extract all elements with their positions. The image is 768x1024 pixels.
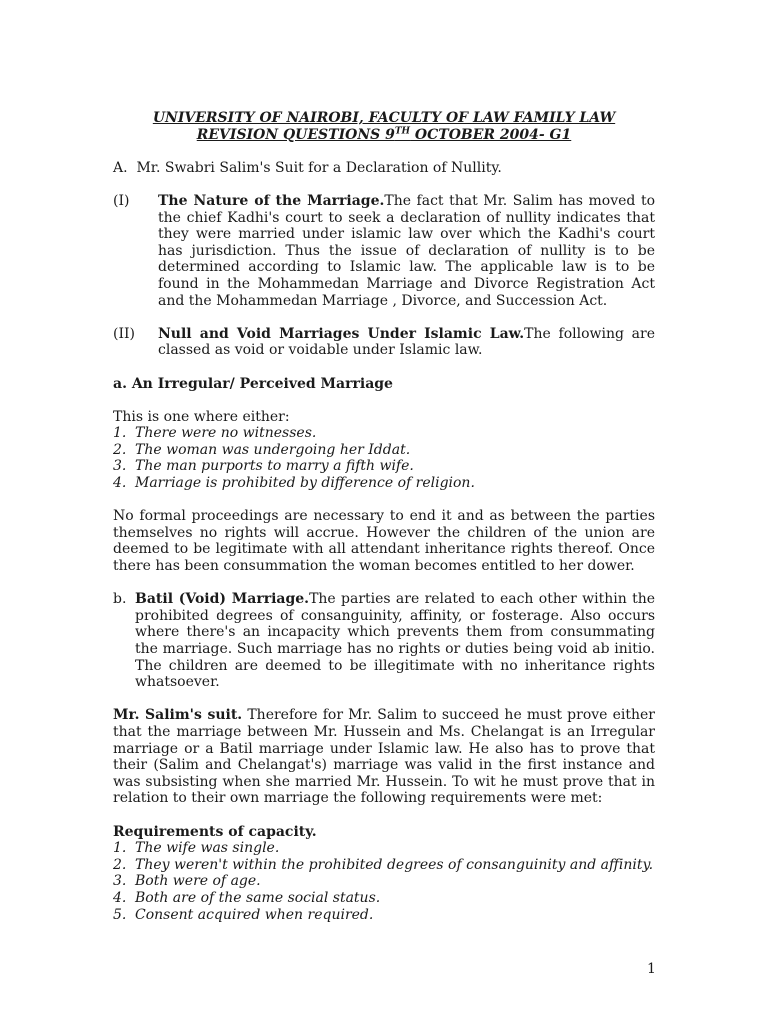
list-item-text: There were no witnesses. <box>135 425 317 442</box>
list-item-text: The wife was single. <box>135 840 280 857</box>
document-title-line-2 <box>113 127 655 144</box>
list-item-number: 1. <box>113 425 127 442</box>
title-ordinal-suffix: TH <box>394 125 411 136</box>
list-item <box>113 425 655 442</box>
list-item-number: 2. <box>113 856 127 873</box>
list-item <box>113 458 655 475</box>
section-ii-heading: Null and Void Marriages Under Islamic Law. <box>158 325 525 342</box>
list-item-number: 4. <box>113 889 127 906</box>
batil-heading: Batil (Void) Marriage. <box>135 591 310 608</box>
list-item <box>113 442 655 459</box>
list-item-number: 4. <box>113 475 127 492</box>
list-item-number: 3. <box>113 458 127 475</box>
section-a-heading <box>113 160 655 177</box>
section-a-text: Mr. Swabri Salim's Suit for a Declaration of Nullity. <box>136 159 502 176</box>
list-item <box>113 873 655 890</box>
capacity-requirements-heading: Requirements of capacity. <box>113 823 317 840</box>
list-item-text: The man purports to marry a fifth wife. <box>135 458 414 475</box>
list-item <box>113 890 655 907</box>
section-i-paragraph <box>113 193 655 309</box>
title-line-2-date: OCTOBER 2004- G1 <box>410 126 572 143</box>
salims-suit-text: Therefore for Mr. Salim to succeed he must prove either that the marriage between Mr. Hussein and Ms. Chelangat is an Irregular marriage or a Batil marriage under Islamic law. He also has to prove that their (Salim and Chelangat's) marriage was valid in the first instance and was subsisting when she married Mr. Hussein. To wit he must prove that in relation to their own marriage the following requirements were met: <box>113 707 655 807</box>
title-line-1-text: UNIVERSITY OF NAIROBI, FACULTY OF LAW FAMILY LAW <box>152 110 616 126</box>
list-item-text: Consent acquired when required. <box>135 906 374 923</box>
salims-suit-heading: Mr. Salim's suit. <box>113 707 243 724</box>
list-item-text: Marriage is prohibited by difference of religion. <box>135 475 475 492</box>
section-a-marker: A. <box>113 159 128 176</box>
list-item-text: The woman was undergoing her Iddat. <box>135 441 411 458</box>
list-item-number: 2. <box>113 441 127 458</box>
irregular-marriage-consequences: No formal proceedings are necessary to end it and as between the parties themselves no rights will accrue. However the children of the union are deemed to be legitimate with all attendant inheritance rights thereof. Once there has been consummation the woman becomes entitled to her dower. <box>113 508 655 575</box>
title-line-2-text: REVISION QUESTIONS 9 <box>196 126 395 143</box>
salims-suit-paragraph <box>113 707 655 807</box>
irregular-marriage-intro: This is one where either: <box>113 408 290 425</box>
page-number: 1 <box>647 961 656 977</box>
document-page <box>113 110 655 923</box>
list-item <box>113 907 655 924</box>
list-item <box>113 857 655 874</box>
batil-marriage-paragraph <box>113 591 655 691</box>
section-i-text: The fact that Mr. Salim has moved to the chief Kadhi's court to seek a declaration of nullity indicates that they were married under islamic law over which the Kadhi's court has jurisdiction. Thus the issue of declaration of nullity is to be determined according to Islamic law. The applicable law is to be found in the Mohammedan Marriage and Divorce Registration Act and the Mohammedan Marriage , Divorce, and Succession Act. <box>158 192 655 309</box>
list-item-number: 1. <box>113 840 127 857</box>
section-i-marker: (I) <box>113 192 130 209</box>
list-item <box>113 840 655 857</box>
section-ii-paragraph <box>113 326 655 359</box>
list-item-number: 5. <box>113 906 127 923</box>
list-item-text: Both are of the same social status. <box>135 889 381 906</box>
list-item-number: 3. <box>113 873 127 890</box>
list-item-text: They weren't within the prohibited degrees of consanguinity and affinity. <box>135 856 654 873</box>
irregular-marriage-heading: a. An Irregular/ Perceived Marriage <box>113 375 393 392</box>
list-item <box>113 475 655 492</box>
batil-marker: b. <box>113 591 127 608</box>
section-ii-text: The following are classed as void or voidable under Islamic law. <box>158 325 655 359</box>
section-i-heading: The Nature of the Marriage. <box>158 192 385 209</box>
document-title-line-1 <box>113 110 655 127</box>
section-ii-marker: (II) <box>113 325 135 342</box>
batil-text: The parties are related to each other within the prohibited degrees of consanguinity, affinity, or fosterage. Also occurs where there's an incapacity which prevents them from consummating the marriage. Such marriage has no rights or duties being void ab initio. The children are deemed to be illegitimate with no inheritance rights whatsoever. <box>135 591 655 691</box>
list-item-text: Both were of age. <box>135 873 261 890</box>
